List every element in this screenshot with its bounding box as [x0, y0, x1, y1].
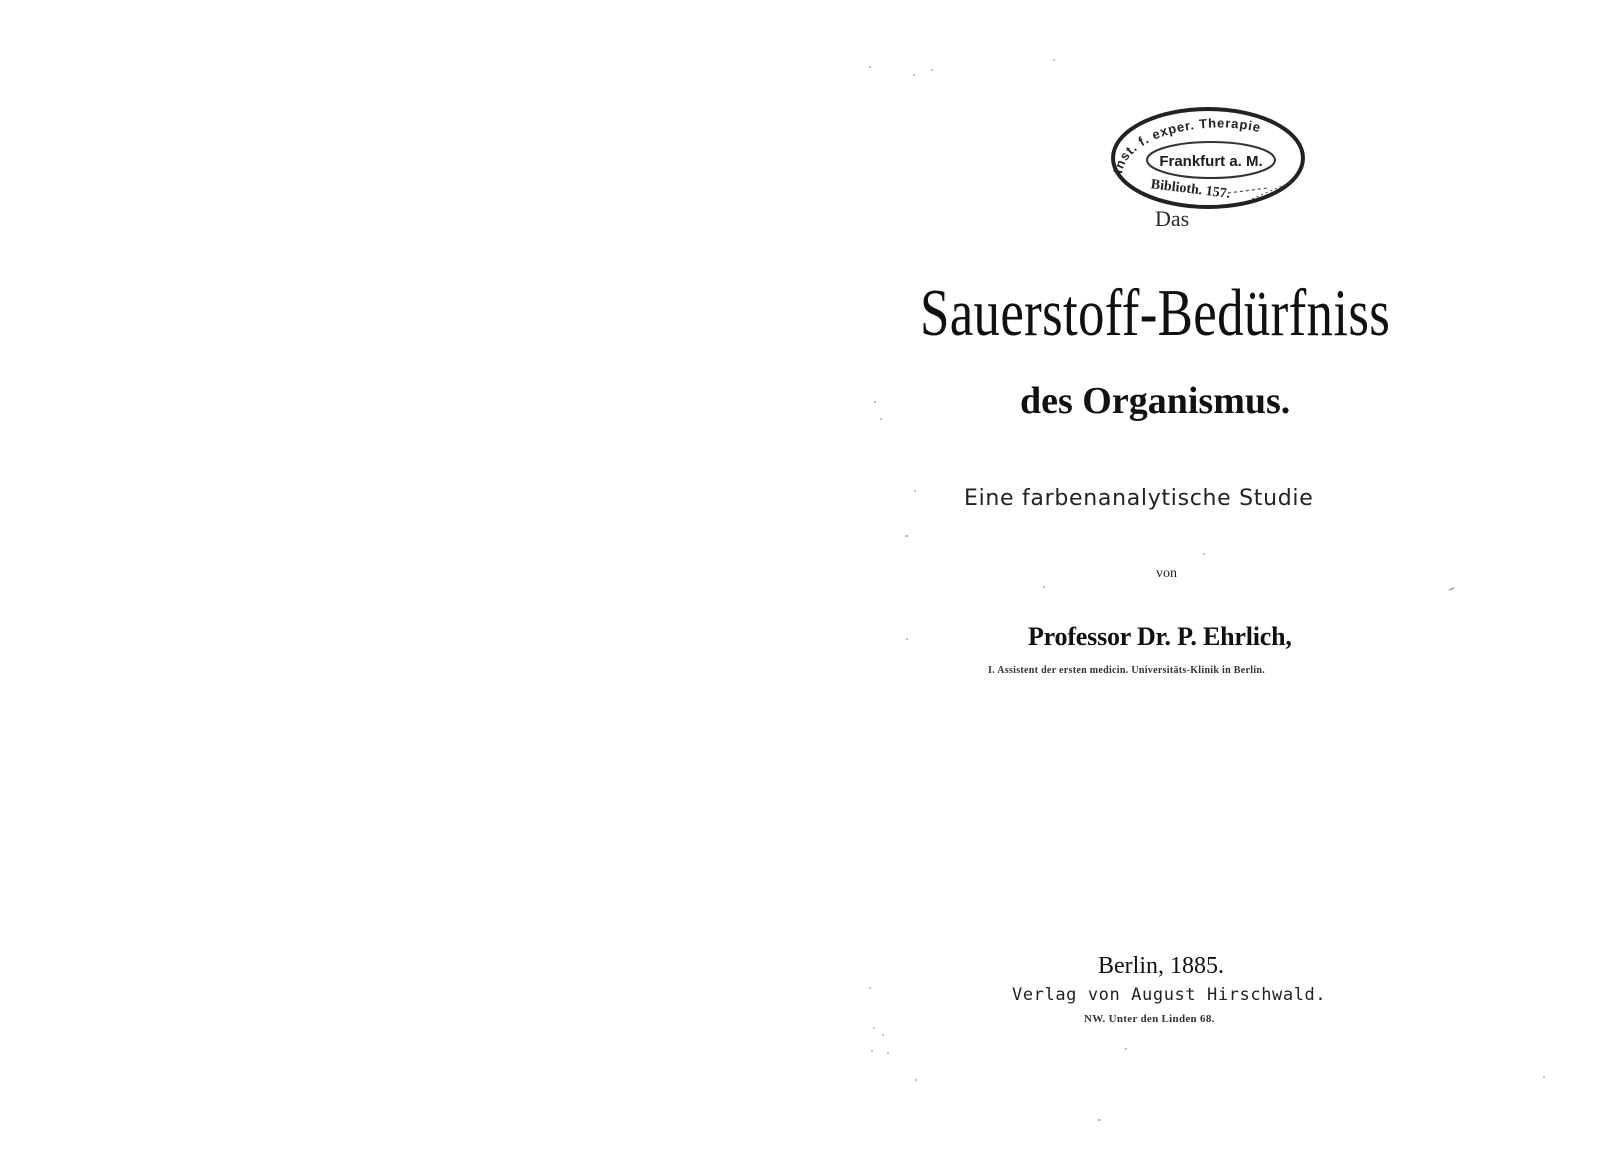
scan-speck	[880, 418, 882, 420]
title-page	[840, 0, 1600, 1162]
scan-speck	[871, 1050, 873, 1052]
scan-speck	[874, 401, 876, 403]
scan-speck	[869, 987, 871, 989]
scan-speck	[1543, 1076, 1545, 1078]
scan-speck	[915, 1079, 917, 1081]
stamp-library: Biblioth. 157.	[1149, 177, 1231, 202]
place-year: Berlin, 1885.	[1098, 953, 1224, 979]
stamp-ring-text: Inst. f. exper. Therapie	[1110, 115, 1263, 175]
scan-speck	[1053, 59, 1055, 61]
scan-speck	[882, 1034, 884, 1036]
study-line: Eine farbenanalytische Studie	[964, 486, 1314, 511]
scan-speck	[1448, 587, 1455, 591]
by-line: von	[1156, 566, 1177, 581]
author: Professor Dr. P. Ehrlich,	[1028, 622, 1292, 651]
publisher-address: NW. Unter den Linden 68.	[1084, 1013, 1215, 1025]
scan-speck	[906, 638, 908, 640]
scan-speck	[914, 490, 916, 492]
publisher: Verlag von August Hirschwald.	[1012, 985, 1327, 1005]
scan-speck	[1203, 553, 1205, 555]
scan-speck	[869, 66, 871, 68]
main-title: Sauerstoff-Bedürfniss	[920, 276, 1391, 350]
author-affiliation: I. Assistent der ersten medicin. Universitäts-Klinik in Berlin.	[988, 665, 1266, 676]
scan-speck	[905, 535, 908, 537]
scan-speck	[1043, 586, 1045, 588]
title-article: Das	[1155, 206, 1190, 231]
stamp-city: Frankfurt a. M.	[1159, 153, 1263, 170]
scan-speck	[913, 74, 915, 76]
library-stamp	[1110, 102, 1306, 214]
subtitle: des Organismus.	[1020, 380, 1291, 422]
scan-speck	[931, 69, 933, 71]
scan-speck	[1098, 1119, 1101, 1121]
scan-speck	[1125, 1048, 1127, 1050]
scan-speck	[873, 1027, 875, 1029]
scan-speck	[887, 1052, 889, 1054]
